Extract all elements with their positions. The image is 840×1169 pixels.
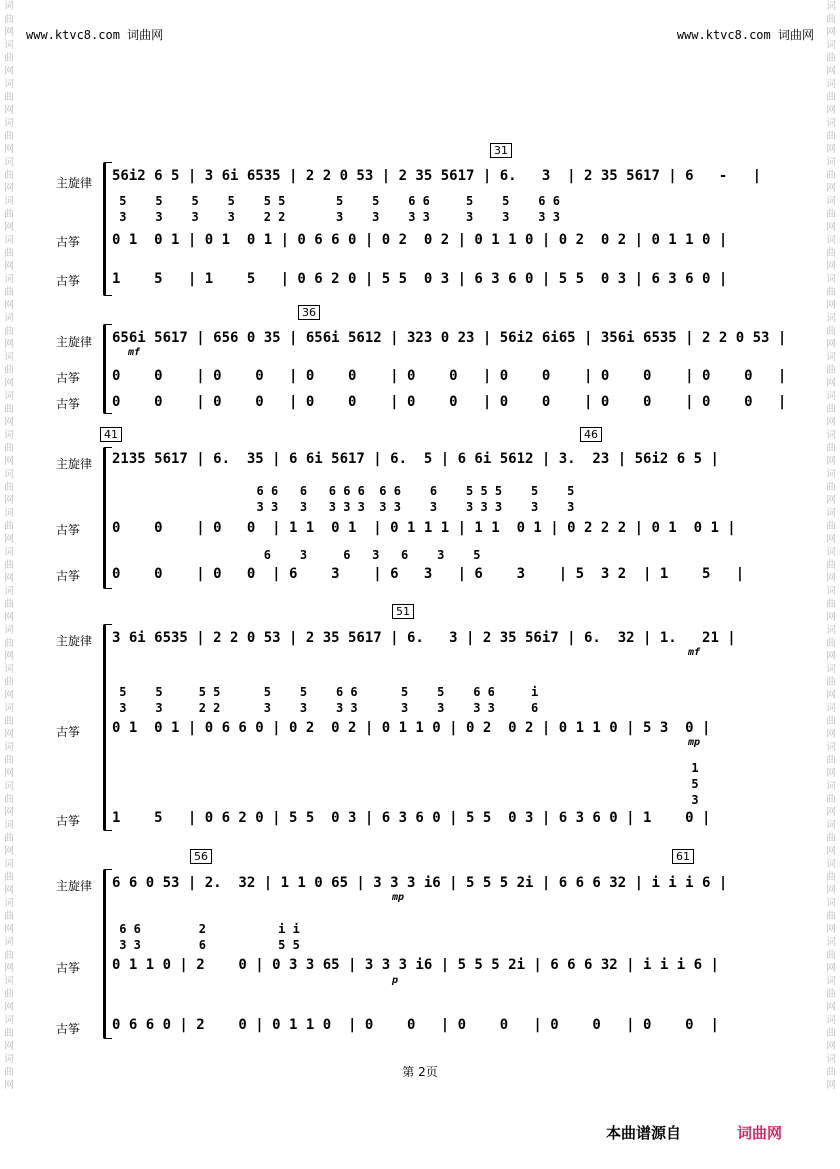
system-brace — [103, 324, 112, 414]
header-right-site: 词曲网 — [777, 28, 814, 42]
system-5 — [0, 845, 840, 1045]
dynamic-mark: mp — [392, 892, 405, 903]
part-label-guzheng: 古筝 — [56, 235, 81, 249]
part-label-guzheng: 古筝 — [56, 523, 81, 537]
chord-upper: 6 6 2 i i — [112, 922, 300, 936]
measure-number: 51 — [392, 604, 414, 619]
header-right — [677, 26, 814, 43]
measure-number: 36 — [298, 305, 320, 320]
guzheng-staff-2: 0 0 | 0 0 | 6 3 | 6 3 | 6 3 | 5 3 2 | 1 5 | — [112, 566, 745, 582]
melody-staff: 2135 5617 | 6. 35 | 6 6i 5617 | 6. 5 | 6 6i 5612 | 3. 23 | 56i2 6 5 | — [112, 451, 719, 467]
guzheng-staff-2: 0 6 6 0 | 2 0 | 0 1 1 0 | 0 0 | 0 0 | 0 0 | 0 0 | — [112, 1017, 719, 1033]
part-label-guzheng: 古筝 — [56, 1022, 81, 1036]
part-label-guzheng: 古筝 — [56, 569, 81, 583]
guzheng-staff-2: 0 0 | 0 0 | 0 0 | 0 0 | 0 0 | 0 0 | 0 0 | — [112, 394, 787, 410]
header-left — [26, 26, 163, 43]
melody-staff: 6 6 0 53 | 2. 32 | 1 1 0 65 | 3 3 3 i6 | 5 5 5 2i | 6 6 6 32 | i i i 6 | — [112, 875, 728, 891]
dynamic-mark: mp — [688, 737, 701, 748]
chord-lower: 3 3 3 3 2 2 3 3 3 3 3 3 3 3 — [112, 210, 560, 224]
system-brace — [103, 624, 112, 831]
guzheng-staff-1: 0 0 | 0 0 | 1 1 0 1 | 0 1 1 1 | 1 1 0 1 | 0 2 2 2 | 0 1 0 1 | — [112, 520, 736, 536]
system-brace — [103, 447, 112, 589]
chord-upper: 6 6 6 6 6 6 6 6 6 5 5 5 5 5 — [112, 484, 575, 498]
part-label-guzheng: 古筝 — [56, 397, 81, 411]
guzheng-staff-2: 1 5 | 0 6 2 0 | 5 5 0 3 | 6 3 6 0 | 5 5 0 3 | 6 3 6 0 | 1 0 | — [112, 810, 711, 826]
arpeggio-chord: 1 5 3 — [691, 761, 699, 807]
part-label-melody: 主旋律 — [56, 176, 93, 190]
right-watermark: 词曲网词曲网词曲网词曲网词曲网词曲网词曲网词曲网词曲网词曲网词曲网词曲网词曲网词曲网词曲网词曲网词曲网词曲网词曲网词曲网词曲网词曲网词曲网词曲网词曲网词曲网词曲网词曲网 — [826, 1, 836, 1091]
footer-brand[interactable]: 词曲网 — [737, 1124, 783, 1142]
part-label-guzheng: 古筝 — [56, 725, 81, 739]
page-number: 第 2页 — [402, 1065, 438, 1079]
system-3 — [0, 425, 840, 595]
part-label-guzheng: 古筝 — [56, 814, 81, 828]
system-2 — [0, 302, 840, 417]
chord-lower: 3 3 3 3 3 3 3 3 3 3 3 3 3 3 — [112, 500, 575, 514]
header-right-url[interactable]: www.ktvc8.com — [676, 28, 771, 42]
chord-lower: 3 3 2 2 3 3 3 3 3 3 3 3 6 — [112, 701, 539, 715]
chord-lower: 3 3 6 5 5 — [112, 938, 300, 952]
header-left-url[interactable]: www.ktvc8.com — [26, 28, 120, 42]
part-label-melody: 主旋律 — [56, 879, 93, 893]
measure-number: 31 — [490, 143, 512, 158]
dynamic-mark: p — [392, 975, 399, 986]
dynamic-mark: mf — [128, 347, 141, 358]
system-brace — [103, 162, 112, 296]
footer — [606, 1122, 782, 1143]
guzheng-2-upper: 6 3 6 3 6 3 5 — [112, 548, 481, 562]
part-label-melody: 主旋律 — [56, 457, 93, 471]
melody-staff: 3 6i 6535 | 2 2 0 53 | 2 35 5617 | 6. 3 | 2 35 56i7 | 6. 32 | 1. 21 | — [112, 630, 736, 646]
system-4 — [0, 602, 840, 837]
part-label-guzheng: 古筝 — [56, 371, 81, 385]
part-label-guzheng: 古筝 — [56, 961, 81, 975]
system-brace — [103, 869, 112, 1039]
melody-staff: 56i2 6 5 | 3 6i 6535 | 2 2 0 53 | 2 35 5617 | 6. 3 | 2 35 5617 | 6 - | — [112, 168, 762, 184]
part-label-melody: 主旋律 — [56, 634, 93, 648]
guzheng-staff-1: 0 1 0 1 | 0 6 6 0 | 0 2 0 2 | 0 1 1 0 | 0 2 0 2 | 0 1 1 0 | 5 3 0 | — [112, 720, 711, 736]
guzheng-staff-1: 0 1 0 1 | 0 1 0 1 | 0 6 6 0 | 0 2 0 2 | 0 1 1 0 | 0 2 0 2 | 0 1 1 0 | — [112, 232, 728, 248]
part-label-melody: 主旋律 — [56, 335, 93, 349]
footer-source: 本曲谱源自 — [606, 1124, 682, 1142]
guzheng-staff-1: 0 0 | 0 0 | 0 0 | 0 0 | 0 0 | 0 0 | 0 0 | — [112, 368, 787, 384]
guzheng-staff-1: 0 1 1 0 | 2 0 | 0 3 3 65 | 3 3 3 i6 | 5 5 5 2i | 6 6 6 32 | i i i 6 | — [112, 957, 719, 973]
measure-number: 56 — [190, 849, 212, 864]
left-watermark: 词曲网词曲网词曲网词曲网词曲网词曲网词曲网词曲网词曲网词曲网词曲网词曲网词曲网词曲网词曲网词曲网词曲网词曲网词曲网词曲网词曲网词曲网词曲网词曲网词曲网词曲网词曲网词曲网 — [4, 1, 14, 1091]
guzheng-staff-2: 1 5 | 1 5 | 0 6 2 0 | 5 5 0 3 | 6 3 6 0 | 5 5 0 3 | 6 3 6 0 | — [112, 271, 728, 287]
part-label-guzheng: 古筝 — [56, 274, 81, 288]
chord-upper: 5 5 5 5 5 5 6 6 5 5 6 6 i — [112, 685, 539, 699]
measure-number: 46 — [580, 427, 602, 442]
measure-number: 41 — [100, 427, 122, 442]
chord-upper: 5 5 5 5 5 5 5 5 6 6 5 5 6 6 — [112, 194, 560, 208]
melody-staff: 656i 5617 | 656 0 35 | 656i 5612 | 323 0 23 | 56i2 6i65 | 356i 6535 | 2 2 0 53 | — [112, 330, 787, 346]
system-1 — [0, 140, 840, 300]
header-left-site: 词曲网 — [127, 28, 164, 42]
measure-number: 61 — [672, 849, 694, 864]
dynamic-mark: mf — [688, 647, 701, 658]
